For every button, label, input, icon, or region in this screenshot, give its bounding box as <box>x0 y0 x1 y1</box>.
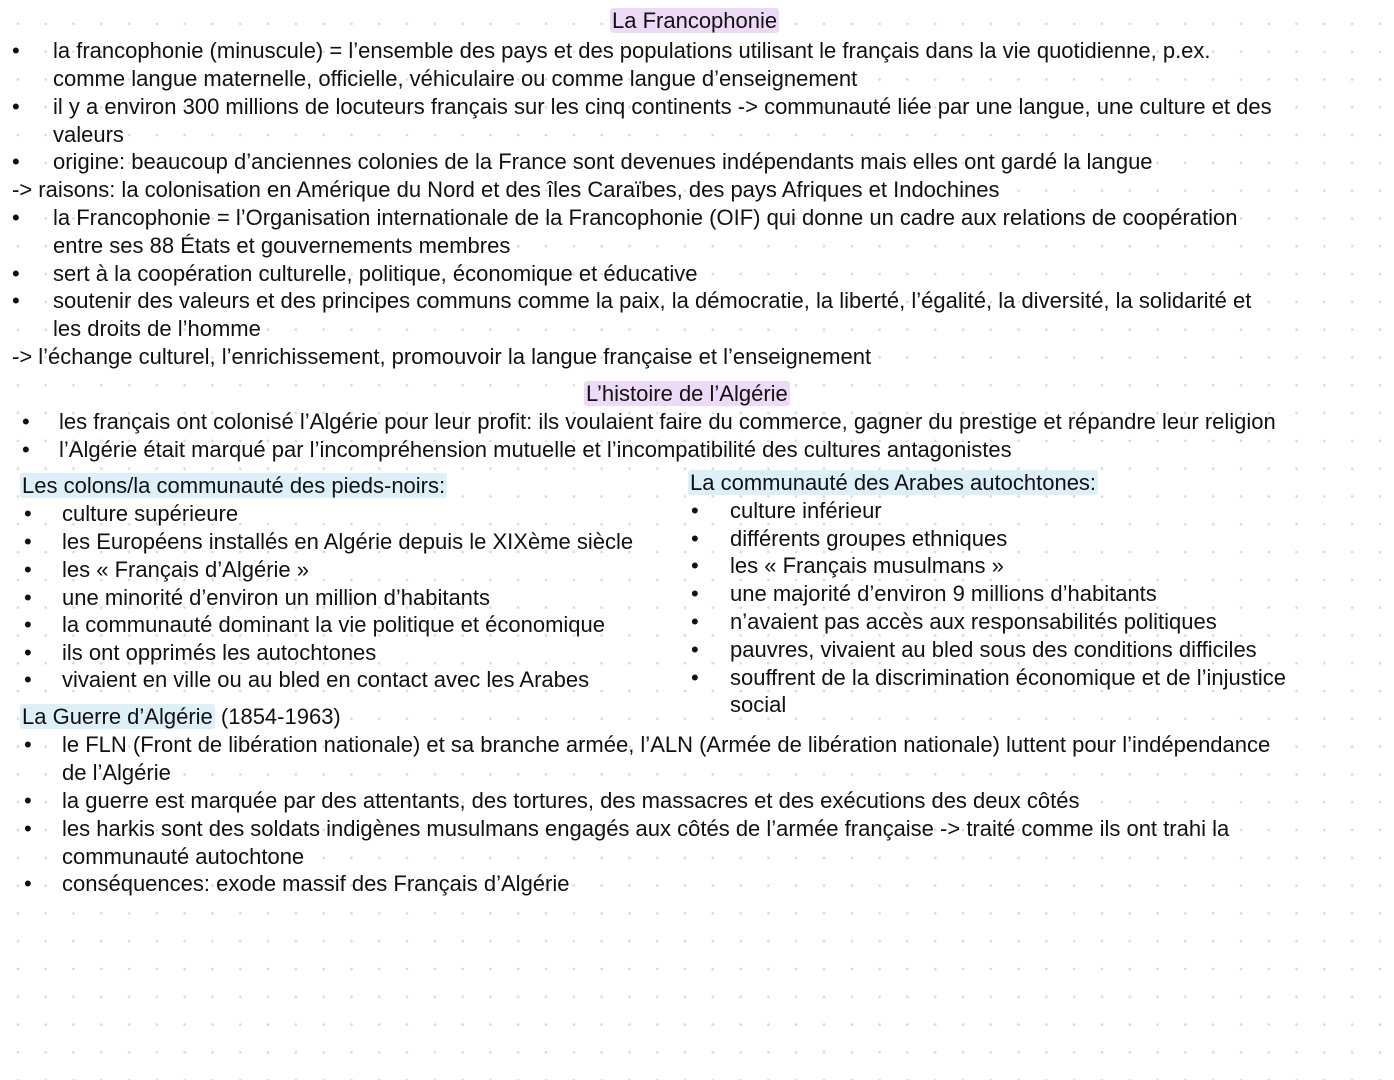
guerre-bullet-4: conséquences: exode massif des Français d’Algérie <box>62 871 570 896</box>
francophonie-bullet-1-line-1: la francophonie (minuscule) = l’ensemble des pays et des populations utilisant le français dans la vie quotidienne, p.ex. <box>53 38 1211 63</box>
bullet: • <box>691 581 699 606</box>
bullet: • <box>12 149 20 174</box>
colons-item: la communauté dominant la vie politique et économique <box>62 612 605 637</box>
bullet: • <box>12 261 20 286</box>
colons-item: une minorité d’environ un million d’habitants <box>62 585 491 610</box>
bullet: • <box>24 557 32 582</box>
francophonie-bullet-5: sert à la coopération culturelle, politique, économique et éducative <box>53 261 698 286</box>
guerre-bullet-3-line-1: les harkis sont des soldats indigènes musulmans engagés aux côtés de l’armée française -> traité comme ils ont trahi la <box>62 816 1230 841</box>
francophonie-bullet-6-line-1: soutenir des valeurs et des principes communs comme la paix, la démocratie, la liberté, l’égalité, la diversité, la solidarité et <box>53 288 1252 313</box>
bullet: • <box>24 529 32 554</box>
arabes-item: les « Français musulmans » <box>730 553 1004 578</box>
bullet: • <box>24 667 32 692</box>
francophonie-bullet-1-line-2: comme langue maternelle, officielle, véhiculaire ou comme langue d’enseignement <box>53 66 858 91</box>
bullet: • <box>12 288 20 313</box>
bullet: • <box>691 553 699 578</box>
bullet: • <box>24 612 32 637</box>
francophonie-arrow-2: -> l’échange culturel, l’enrichissement, promouvoir la langue française et l’enseignement <box>12 344 872 369</box>
bullet: • <box>24 640 32 665</box>
guerre-bullet-3-line-2: communauté autochtone <box>62 844 305 869</box>
francophonie-bullet-2-line-1: il y a environ 300 millions de locuteurs français sur les cinq continents -> communauté liée par une langue, une culture et des <box>53 94 1272 119</box>
arabes-item: pauvres, vivaient au bled sous des conditions difficiles <box>730 637 1257 662</box>
bullet: • <box>24 816 32 841</box>
arabes-item: une majorité d’environ 9 millions d’habitants <box>730 581 1157 606</box>
guerre-bullet-1-line-1: le FLN (Front de libération nationale) et sa branche armée, l’ALN (Armée de libération nationale) luttent pour l’indépendance <box>62 732 1271 757</box>
francophonie-arrow-1: -> raisons: la colonisation en Amérique du Nord et des îles Caraïbes, des pays Afriques et Indochines <box>12 177 1000 202</box>
colons-heading: Les colons/la communauté des pieds-noirs: <box>22 473 446 498</box>
arabes-item: culture inférieur <box>730 498 882 523</box>
francophonie-bullet-4-line-1: la Francophonie = l’Organisation internationale de la Francophonie (OIF) qui donne un cadre aux relations de coopération <box>53 205 1238 230</box>
francophonie-bullet-2-line-2: valeurs <box>53 122 124 147</box>
algerie-bullet-2: l’Algérie était marqué par l’incompréhension mutuelle et l’incompatibilité des cultures antagonistes <box>59 437 1012 462</box>
francophonie-bullet-6-line-2: les droits de l’homme <box>53 316 261 341</box>
arabes-item: différents groupes ethniques <box>730 526 1008 551</box>
guerre-bullet-2: la guerre est marquée par des attentants, des tortures, des massacres et des exécutions des deux côtés <box>62 788 1080 813</box>
colons-item: culture supérieure <box>62 501 239 526</box>
colons-item: vivaient en ville ou au bled en contact avec les Arabes <box>62 667 590 692</box>
algerie-bullet-1: les français ont colonisé l’Algérie pour leur profit: ils voulaient faire du commerce, gagner du prestige et répandre leur religion <box>59 409 1276 434</box>
francophonie-title: La Francophonie <box>612 8 778 33</box>
bullet: • <box>22 437 30 462</box>
bullet: • <box>24 871 32 896</box>
colons-item: ils ont opprimés les autochtones <box>62 640 377 665</box>
bullet: • <box>24 585 32 610</box>
bullet: • <box>691 665 699 690</box>
francophonie-bullet-3: origine: beaucoup d’anciennes colonies de la France sont devenues indépendants mais elles ont gardé la langue <box>53 149 1153 174</box>
bullet: • <box>24 732 32 757</box>
bullet: • <box>691 637 699 662</box>
arabes-item: n’avaient pas accès aux responsabilités politiques <box>730 609 1217 634</box>
colons-item: les « Français d’Algérie » <box>62 557 310 582</box>
bullet: • <box>12 38 20 63</box>
bullet: • <box>24 788 32 813</box>
bullet: • <box>12 94 20 119</box>
guerre-dates: (1854-1963) <box>214 704 341 729</box>
bullet: • <box>12 205 20 230</box>
bullet: • <box>691 526 699 551</box>
bullet: • <box>691 609 699 634</box>
algerie-title: L’histoire de l’Algérie <box>586 381 788 406</box>
arabes-heading: La communauté des Arabes autochtones: <box>690 470 1097 495</box>
bullet: • <box>22 409 30 434</box>
arabes-item: souffrent de la discrimination économique et de l’injustice <box>730 665 1287 690</box>
bullet: • <box>24 501 32 526</box>
colons-item: les Européens installés en Algérie depuis le XIXème siècle <box>62 529 634 554</box>
bullet: • <box>691 498 699 523</box>
francophonie-bullet-4-line-2: entre ses 88 États et gouvernements membres <box>53 233 511 258</box>
arabes-item-continuation: social <box>730 692 787 717</box>
guerre-bullet-1-line-2: de l’Algérie <box>62 760 171 785</box>
guerre-heading: La Guerre d’Algérie (1854-1963) <box>22 704 341 729</box>
